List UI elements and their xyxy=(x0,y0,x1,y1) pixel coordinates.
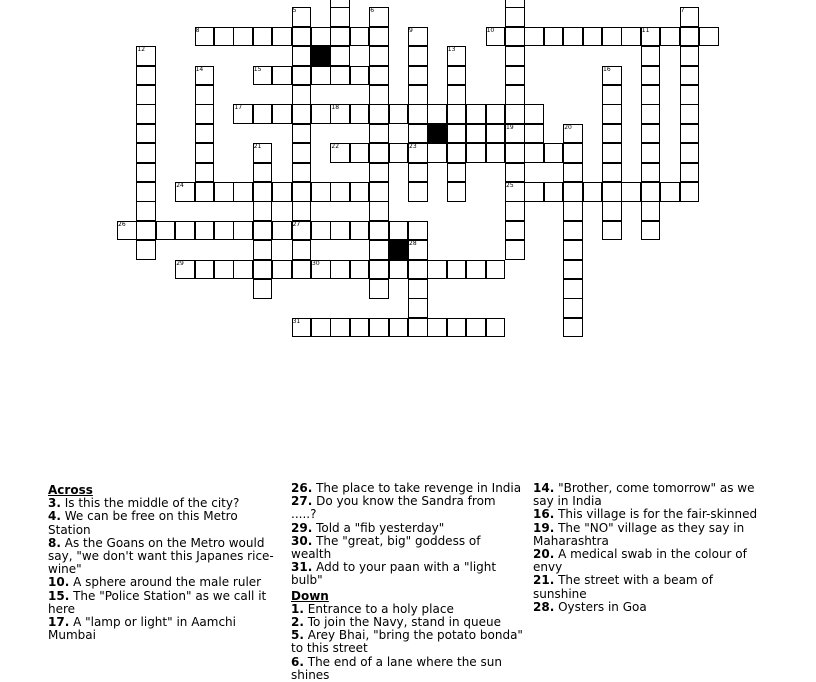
grid-cell[interactable] xyxy=(641,66,661,86)
grid-cell[interactable] xyxy=(195,221,215,241)
across-clue xyxy=(291,535,523,561)
grid-cell[interactable] xyxy=(214,260,234,280)
clue-text: "Brother, come tomorrow" as we say in India xyxy=(533,481,755,509)
grid-cell[interactable] xyxy=(563,27,583,47)
clue-number-label: 17. xyxy=(48,615,70,630)
grid-cell[interactable] xyxy=(369,318,389,338)
grid-cell[interactable] xyxy=(195,143,215,163)
grid-cell[interactable] xyxy=(505,221,525,241)
black-square xyxy=(311,46,331,66)
grid-cell[interactable] xyxy=(680,182,700,202)
grid-cell[interactable] xyxy=(369,27,389,47)
grid-cell[interactable] xyxy=(505,7,525,27)
grid-cell[interactable] xyxy=(641,221,661,241)
grid-cell[interactable] xyxy=(505,85,525,105)
clue-text: Is this the middle of the city? xyxy=(60,496,240,511)
grid-cell[interactable] xyxy=(253,240,273,260)
grid-cell[interactable] xyxy=(389,221,409,241)
grid-cell[interactable] xyxy=(156,221,176,241)
grid-cell[interactable] xyxy=(408,124,428,144)
grid-cell[interactable] xyxy=(330,46,350,66)
grid-cell[interactable] xyxy=(466,260,486,280)
clue-number-label: 26. xyxy=(291,481,313,495)
grid-cell[interactable] xyxy=(641,163,661,183)
grid-cell[interactable] xyxy=(136,104,156,124)
grid-cell[interactable] xyxy=(272,66,292,86)
across-clue xyxy=(48,537,276,577)
grid-cell[interactable] xyxy=(330,0,350,8)
grid-cell[interactable] xyxy=(680,85,700,105)
grid-cell[interactable] xyxy=(389,143,409,163)
clue-number: 18 xyxy=(331,104,340,112)
grid-cell[interactable] xyxy=(563,143,583,163)
grid-cell[interactable] xyxy=(175,221,195,241)
grid-cell[interactable] xyxy=(214,182,234,202)
clue-number-label: 20. xyxy=(533,547,555,562)
clue-text: A "lamp or light" in Aamchi Mumbai xyxy=(48,615,236,643)
grid-cell[interactable] xyxy=(311,221,331,241)
grid-cell[interactable] xyxy=(292,46,312,66)
grid-cell[interactable] xyxy=(408,85,428,105)
grid-cell[interactable] xyxy=(427,260,447,280)
grid-cell[interactable] xyxy=(544,143,564,163)
grid-cell[interactable] xyxy=(292,85,312,105)
grid-cell[interactable] xyxy=(136,221,156,241)
clue-number: 12 xyxy=(137,46,146,54)
grid-cell[interactable] xyxy=(505,104,525,124)
grid-cell[interactable] xyxy=(233,27,253,47)
grid-cell[interactable] xyxy=(427,104,447,124)
grid-cell[interactable] xyxy=(447,85,467,105)
grid-cell[interactable] xyxy=(641,182,661,202)
grid-cell[interactable] xyxy=(505,163,525,183)
grid-cell[interactable] xyxy=(369,163,389,183)
grid-cell[interactable] xyxy=(253,104,273,124)
grid-cell[interactable] xyxy=(621,182,641,202)
clue-text: We can be free on this Metro Station xyxy=(48,509,238,537)
clue-number-label: 19. xyxy=(533,520,555,535)
down-clue xyxy=(533,522,768,548)
clue-text: The place to take revenge in India xyxy=(312,481,522,495)
grid-cell[interactable] xyxy=(369,201,389,221)
clue-number-label: 15. xyxy=(48,588,70,603)
grid-cell[interactable] xyxy=(330,182,350,202)
grid-cell[interactable] xyxy=(524,27,544,47)
clue-number-label: 28. xyxy=(533,599,555,614)
grid-cell[interactable] xyxy=(563,201,583,221)
clue-number: 9 xyxy=(409,26,413,34)
grid-cell[interactable] xyxy=(233,260,253,280)
grid-cell[interactable] xyxy=(195,163,215,183)
grid-cell[interactable] xyxy=(214,27,234,47)
grid-cell[interactable] xyxy=(408,163,428,183)
grid-cell[interactable] xyxy=(524,104,544,124)
grid-cell[interactable] xyxy=(408,46,428,66)
grid-cell[interactable] xyxy=(505,46,525,66)
grid-cell[interactable] xyxy=(641,85,661,105)
grid-cell[interactable] xyxy=(292,66,312,86)
clue-number: 6 xyxy=(370,7,375,15)
black-square xyxy=(427,124,447,144)
clue-number: 20 xyxy=(564,123,572,131)
grid-cell[interactable] xyxy=(369,124,389,144)
grid-cell[interactable] xyxy=(447,143,467,163)
grid-cell[interactable] xyxy=(136,163,156,183)
grid-cell[interactable] xyxy=(563,260,583,280)
grid-cell[interactable] xyxy=(680,124,700,144)
grid-cell[interactable] xyxy=(563,279,583,299)
clue-number: 26 xyxy=(118,220,126,228)
grid-cell[interactable] xyxy=(311,318,331,338)
clue-number-label: 14. xyxy=(533,481,555,495)
grid-cell[interactable] xyxy=(505,0,525,8)
grid-cell[interactable] xyxy=(214,221,234,241)
clue-text: The end of a lane where the sun shines xyxy=(291,654,502,682)
grid-cell[interactable] xyxy=(350,318,370,338)
clue-text: To join the Navy, stand in queue xyxy=(303,615,501,630)
clue-text: A sphere around the male ruler xyxy=(69,575,262,590)
clue-number-label: 21. xyxy=(533,573,555,588)
clue-number: 30 xyxy=(312,259,320,267)
clues-column-1 xyxy=(48,482,276,642)
clue-number: 28 xyxy=(409,240,417,248)
clue-number-label: 4. xyxy=(48,509,61,524)
grid-cell[interactable] xyxy=(447,318,467,338)
grid-cell[interactable] xyxy=(505,66,525,86)
clue-number: 17 xyxy=(234,104,243,112)
grid-cell[interactable] xyxy=(292,260,312,280)
grid-cell[interactable] xyxy=(563,318,583,338)
clue-number: 14 xyxy=(195,65,204,73)
grid-cell[interactable] xyxy=(427,318,447,338)
clue-number: 21 xyxy=(253,143,262,151)
grid-cell[interactable] xyxy=(369,279,389,299)
clue-number: 16 xyxy=(603,65,611,73)
grid-cell[interactable] xyxy=(136,240,156,260)
grid-cell[interactable] xyxy=(350,260,370,280)
grid-cell[interactable] xyxy=(602,104,622,124)
clue-number-label: 29. xyxy=(291,520,313,535)
grid-cell[interactable] xyxy=(136,182,156,202)
clue-text: A medical swab in the colour of envy xyxy=(533,547,747,575)
grid-cell[interactable] xyxy=(505,143,525,163)
grid-cell[interactable] xyxy=(330,318,350,338)
grid-cell[interactable] xyxy=(253,201,273,221)
grid-cell[interactable] xyxy=(311,104,331,124)
clue-number-label: 27. xyxy=(291,494,313,509)
clue-number-label: 1. xyxy=(291,601,304,616)
clue-number-label: 5. xyxy=(291,628,304,643)
grid-cell[interactable] xyxy=(660,182,680,202)
grid-cell[interactable] xyxy=(427,143,447,163)
grid-cell[interactable] xyxy=(369,85,389,105)
clue-text: Arey Bhai, "bring the potato bonda" to this street xyxy=(291,628,523,656)
grid-cell[interactable] xyxy=(486,104,506,124)
grid-cell[interactable] xyxy=(466,124,486,144)
grid-cell[interactable] xyxy=(272,104,292,124)
grid-cell[interactable] xyxy=(369,182,389,202)
grid-cell[interactable] xyxy=(253,27,273,47)
clue-number-label: 10. xyxy=(48,575,70,590)
clue-number: 27 xyxy=(292,220,301,228)
grid-cell[interactable] xyxy=(272,182,292,202)
grid-cell[interactable] xyxy=(253,221,273,241)
grid-cell[interactable] xyxy=(195,260,215,280)
grid-cell[interactable] xyxy=(292,124,312,144)
black-square xyxy=(389,240,409,260)
clue-number: 19 xyxy=(506,123,514,131)
grid-cell[interactable] xyxy=(544,182,564,202)
grid-cell[interactable] xyxy=(583,182,603,202)
grid-cell[interactable] xyxy=(253,163,273,183)
grid-cell[interactable] xyxy=(505,240,525,260)
across-clue xyxy=(48,510,276,536)
grid-cell[interactable] xyxy=(330,27,350,47)
clue-text: The "NO" village as they say in Maharashtra xyxy=(533,520,745,548)
grid-cell[interactable] xyxy=(136,143,156,163)
clue-number-label: 2. xyxy=(291,615,304,630)
grid-cell[interactable] xyxy=(524,182,544,202)
clue-text: The street with a beam of sunshine xyxy=(533,573,713,601)
grid-cell[interactable] xyxy=(330,7,350,27)
grid-cell[interactable] xyxy=(680,27,700,47)
grid-cell[interactable] xyxy=(350,143,370,163)
clue-number: 24 xyxy=(176,182,184,189)
grid-cell[interactable] xyxy=(330,221,350,241)
grid-cell[interactable] xyxy=(311,182,331,202)
clue-number: 13 xyxy=(447,46,456,54)
clue-text: This village is for the fair-skinned xyxy=(554,507,758,522)
grid-cell[interactable] xyxy=(524,124,544,144)
grid-cell[interactable] xyxy=(563,240,583,260)
grid-cell[interactable] xyxy=(408,318,428,338)
grid-cell[interactable] xyxy=(292,182,312,202)
clues-column-2 xyxy=(291,482,523,682)
clue-number: 15 xyxy=(253,65,262,73)
clue-text: Entrance to a holy place xyxy=(303,601,454,616)
grid-cell[interactable] xyxy=(447,260,467,280)
clue-number: 10 xyxy=(486,26,495,34)
grid-cell[interactable] xyxy=(583,27,603,47)
down-clue xyxy=(533,482,768,508)
grid-cell[interactable] xyxy=(447,182,467,202)
grid-cell[interactable] xyxy=(369,260,389,280)
grid-cell[interactable] xyxy=(544,27,564,47)
clue-number: 25 xyxy=(506,182,514,189)
grid-cell[interactable] xyxy=(311,27,331,47)
grid-cell[interactable] xyxy=(602,27,622,47)
grid-cell[interactable] xyxy=(602,182,622,202)
grid-cell[interactable] xyxy=(389,318,409,338)
down-clue xyxy=(533,574,768,600)
grid-cell[interactable] xyxy=(195,104,215,124)
grid-cell[interactable] xyxy=(447,66,467,86)
grid-cell[interactable] xyxy=(292,143,312,163)
grid-cell[interactable] xyxy=(680,46,700,66)
crossword-grid xyxy=(0,0,816,340)
grid-cell[interactable] xyxy=(253,182,273,202)
grid-cell[interactable] xyxy=(505,27,525,47)
across-clue xyxy=(291,495,523,521)
grid-cell[interactable] xyxy=(602,221,622,241)
grid-cell[interactable] xyxy=(272,260,292,280)
clue-number: 22 xyxy=(331,143,340,151)
grid-cell[interactable] xyxy=(136,201,156,221)
grid-cell[interactable] xyxy=(369,66,389,86)
down-header: Down xyxy=(291,588,329,603)
grid-cell[interactable] xyxy=(195,85,215,105)
grid-cell[interactable] xyxy=(350,221,370,241)
clue-text: Add to your paan with a "light bulb" xyxy=(291,560,497,588)
grid-cell[interactable] xyxy=(195,124,215,144)
grid-cell[interactable] xyxy=(447,104,467,124)
clue-number: 5 xyxy=(292,7,297,15)
grid-cell[interactable] xyxy=(641,124,661,144)
grid-cell[interactable] xyxy=(136,66,156,86)
grid-cell[interactable] xyxy=(369,46,389,66)
grid-cell[interactable] xyxy=(292,163,312,183)
down-clue xyxy=(533,601,768,614)
grid-cell[interactable] xyxy=(602,85,622,105)
grid-cell[interactable] xyxy=(486,124,506,144)
grid-cell[interactable] xyxy=(680,163,700,183)
clue-number: 7 xyxy=(680,7,685,15)
grid-cell[interactable] xyxy=(660,27,680,47)
clue-number: 11 xyxy=(641,26,650,34)
grid-cell[interactable] xyxy=(369,221,389,241)
grid-cell[interactable] xyxy=(680,143,700,163)
grid-cell[interactable] xyxy=(408,221,428,241)
grid-cell[interactable] xyxy=(408,279,428,299)
grid-cell[interactable] xyxy=(369,143,389,163)
grid-cell[interactable] xyxy=(408,298,428,318)
grid-cell[interactable] xyxy=(272,221,292,241)
grid-cell[interactable] xyxy=(563,182,583,202)
grid-cell[interactable] xyxy=(233,221,253,241)
clue-number-label: 8. xyxy=(48,535,61,550)
grid-cell[interactable] xyxy=(369,240,389,260)
grid-cell[interactable] xyxy=(505,201,525,221)
grid-cell[interactable] xyxy=(136,124,156,144)
grid-cell[interactable] xyxy=(486,143,506,163)
clue-number: 23 xyxy=(409,143,417,151)
grid-cell[interactable] xyxy=(292,27,312,47)
grid-cell[interactable] xyxy=(641,143,661,163)
grid-cell[interactable] xyxy=(311,66,331,86)
grid-cell[interactable] xyxy=(680,66,700,86)
across-clue xyxy=(48,590,276,616)
grid-cell[interactable] xyxy=(350,104,370,124)
clue-number-label: 3. xyxy=(48,496,61,511)
clue-number-label: 16. xyxy=(533,507,555,522)
across-clue xyxy=(291,561,523,587)
grid-cell[interactable] xyxy=(641,104,661,124)
clue-text: Told a "fib yesterday" xyxy=(312,520,445,535)
grid-cell[interactable] xyxy=(350,66,370,86)
grid-cell[interactable] xyxy=(602,143,622,163)
grid-cell[interactable] xyxy=(136,85,156,105)
grid-cell[interactable] xyxy=(524,143,544,163)
grid-cell[interactable] xyxy=(466,318,486,338)
grid-cell[interactable] xyxy=(466,104,486,124)
grid-cell[interactable] xyxy=(330,260,350,280)
clue-number-label: 30. xyxy=(291,533,313,548)
grid-cell[interactable] xyxy=(602,124,622,144)
down-clue xyxy=(291,629,523,655)
down-clue xyxy=(291,656,523,682)
grid-cell[interactable] xyxy=(408,182,428,202)
grid-cell[interactable] xyxy=(330,66,350,86)
grid-cell[interactable] xyxy=(447,163,467,183)
clue-text: Do you know the Sandra from .....? xyxy=(291,494,496,522)
grid-cell[interactable] xyxy=(641,46,661,66)
clue-number: 8 xyxy=(195,26,200,34)
clue-text: Oysters in Goa xyxy=(554,599,647,614)
grid-cell[interactable] xyxy=(563,163,583,183)
grid-cell[interactable] xyxy=(408,260,428,280)
grid-cell[interactable] xyxy=(292,104,312,124)
grid-cell[interactable] xyxy=(350,182,370,202)
grid-cell[interactable] xyxy=(466,143,486,163)
grid-cell[interactable] xyxy=(195,182,215,202)
grid-cell[interactable] xyxy=(389,260,409,280)
grid-cell[interactable] xyxy=(408,66,428,86)
clue-text: As the Goans on the Metro would say, "we don't want this Japanes rice-wine" xyxy=(48,535,274,577)
grid-cell[interactable] xyxy=(563,298,583,318)
grid-cell[interactable] xyxy=(602,163,622,183)
grid-cell[interactable] xyxy=(602,201,622,221)
grid-cell[interactable] xyxy=(389,104,409,124)
grid-cell[interactable] xyxy=(292,240,312,260)
down-clue xyxy=(533,548,768,574)
grid-cell[interactable] xyxy=(486,260,506,280)
grid-cell[interactable] xyxy=(680,104,700,124)
clue-text: The "Police Station" as we call it here xyxy=(48,588,267,616)
clue-text: The "great, big" goddess of wealth xyxy=(291,533,481,562)
grid-cell[interactable] xyxy=(408,104,428,124)
clues-column-3 xyxy=(533,482,768,614)
grid-cell[interactable] xyxy=(699,27,719,47)
grid-cell[interactable] xyxy=(563,221,583,241)
grid-cell[interactable] xyxy=(369,104,389,124)
grid-cell[interactable] xyxy=(233,182,253,202)
grid-cell[interactable] xyxy=(621,27,641,47)
clue-number-label: 31. xyxy=(291,560,313,575)
grid-cell[interactable] xyxy=(486,318,506,338)
grid-cell[interactable] xyxy=(253,260,273,280)
clue-number: 31 xyxy=(292,317,301,325)
grid-cell[interactable] xyxy=(253,279,273,299)
grid-cell[interactable] xyxy=(641,201,661,221)
clue-number: 29 xyxy=(176,259,184,267)
grid-cell[interactable] xyxy=(272,27,292,47)
clue-number-label: 6. xyxy=(291,654,304,669)
grid-cell[interactable] xyxy=(447,124,467,144)
grid-cell[interactable] xyxy=(292,201,312,221)
grid-cell[interactable] xyxy=(350,27,370,47)
across-header: Across xyxy=(48,483,93,497)
